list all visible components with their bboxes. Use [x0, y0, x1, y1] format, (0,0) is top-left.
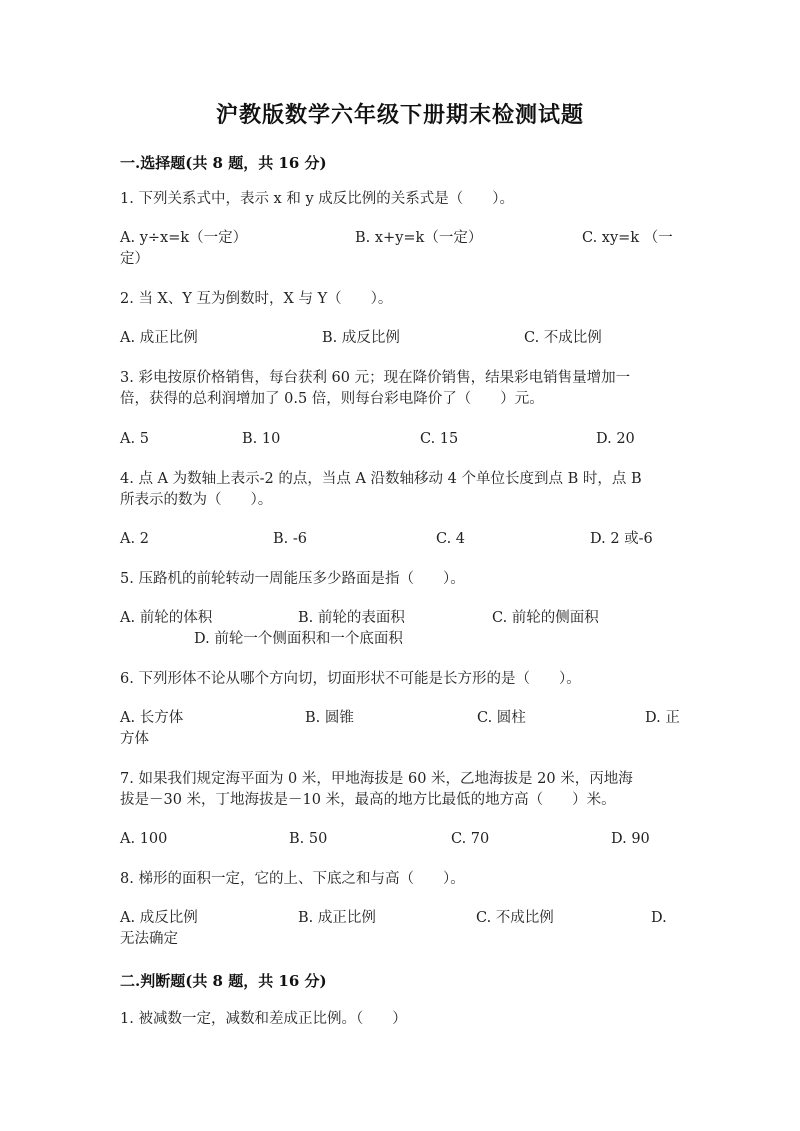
option-d-wrap: 无法确定 [120, 931, 178, 947]
option-c: C. 4 [436, 531, 466, 547]
option-d: D. 90 [611, 831, 650, 847]
option-b: B. -6 [273, 531, 307, 547]
option-c: C. 不成比例 [524, 330, 602, 346]
option-a: A. 成正比例 [120, 330, 198, 346]
option-b: B. 前轮的表面积 [298, 610, 405, 626]
option-b: B. 圆锥 [305, 710, 354, 726]
option-b: B. x+y=k（一定） [355, 230, 483, 246]
option-b: B. 成正比例 [298, 910, 376, 926]
option-c: C. 不成比例 [476, 910, 554, 926]
option-d: D. [651, 910, 667, 926]
option-c-wrap: 定） [120, 251, 149, 267]
option-a: A. 成反比例 [120, 910, 198, 926]
question-stem-line2: 倍，获得的总利润增加了 0.5 倍，则每台彩电降价了（ ）元。 [120, 391, 544, 407]
question-stem: 1. 下列关系式中，表示 x 和 y 成反比例的关系式是（ ）。 [120, 191, 514, 207]
option-b: B. 成反比例 [322, 330, 400, 346]
option-d: D. 正 [645, 710, 680, 726]
question-stem: 6. 下列形体不论从哪个方向切，切面形状不可能是长方形的是（ ）。 [120, 671, 581, 687]
option-d-wrap: 方体 [120, 731, 149, 747]
option-b: B. 10 [242, 431, 281, 447]
page-title: 沪教版数学六年级下册期末检测试题 [215, 102, 584, 128]
question-stem: 1. 被减数一定，减数和差成正比例。（ ） [120, 1011, 407, 1027]
option-a: A. 长方体 [120, 710, 184, 726]
option-a: A. 5 [120, 431, 149, 447]
option-c: C. xy=k （一 [582, 230, 673, 246]
option-c: C. 70 [451, 831, 490, 847]
option-c: C. 15 [420, 431, 459, 447]
question-stem: 2. 当 X、Y 互为倒数时，X 与 Y（ ）。 [120, 291, 393, 307]
option-a: A. 2 [120, 531, 149, 547]
option-c: C. 圆柱 [477, 710, 526, 726]
question-stem-line1: 7. 如果我们规定海平面为 0 米，甲地海拔是 60 米，乙地海拔是 20 米，丙地海 [120, 771, 633, 787]
question-stem: 5. 压路机的前轮转动一周能压多少路面是指（ ）。 [120, 571, 465, 587]
option-a: A. 前轮的体积 [120, 610, 213, 626]
section-heading-choice: 一.选择题(共 8 题，共 16 分) [120, 154, 327, 172]
section-heading-judge: 二.判断题(共 8 题，共 16 分) [120, 972, 327, 990]
option-d: D. 前轮一个侧面积和一个底面积 [194, 631, 403, 647]
question-stem-line1: 3. 彩电按原价格销售，每台获利 60 元；现在降价销售，结果彩电销售量增加一 [120, 370, 631, 386]
option-d: D. 20 [596, 431, 635, 447]
question-stem-line2: 所表示的数为（ ）。 [120, 492, 273, 508]
option-c: C. 前轮的侧面积 [492, 610, 599, 626]
option-a: A. y÷x=k（一定） [120, 230, 248, 246]
option-d: D. 2 或-6 [590, 531, 653, 547]
option-b: B. 50 [289, 831, 328, 847]
question-stem-line1: 4. 点 A 为数轴上表示-2 的点，当点 A 沿数轴移动 4 个单位长度到点 B 时，点 B [120, 471, 642, 487]
option-a: A. 100 [120, 831, 168, 847]
question-stem: 8. 梯形的面积一定，它的上、下底之和与高（ ）。 [120, 871, 465, 887]
question-stem-line2: 拔是－30 米，丁地海拔是－10 米，最高的地方比最低的地方高（ ）米。 [120, 792, 616, 808]
